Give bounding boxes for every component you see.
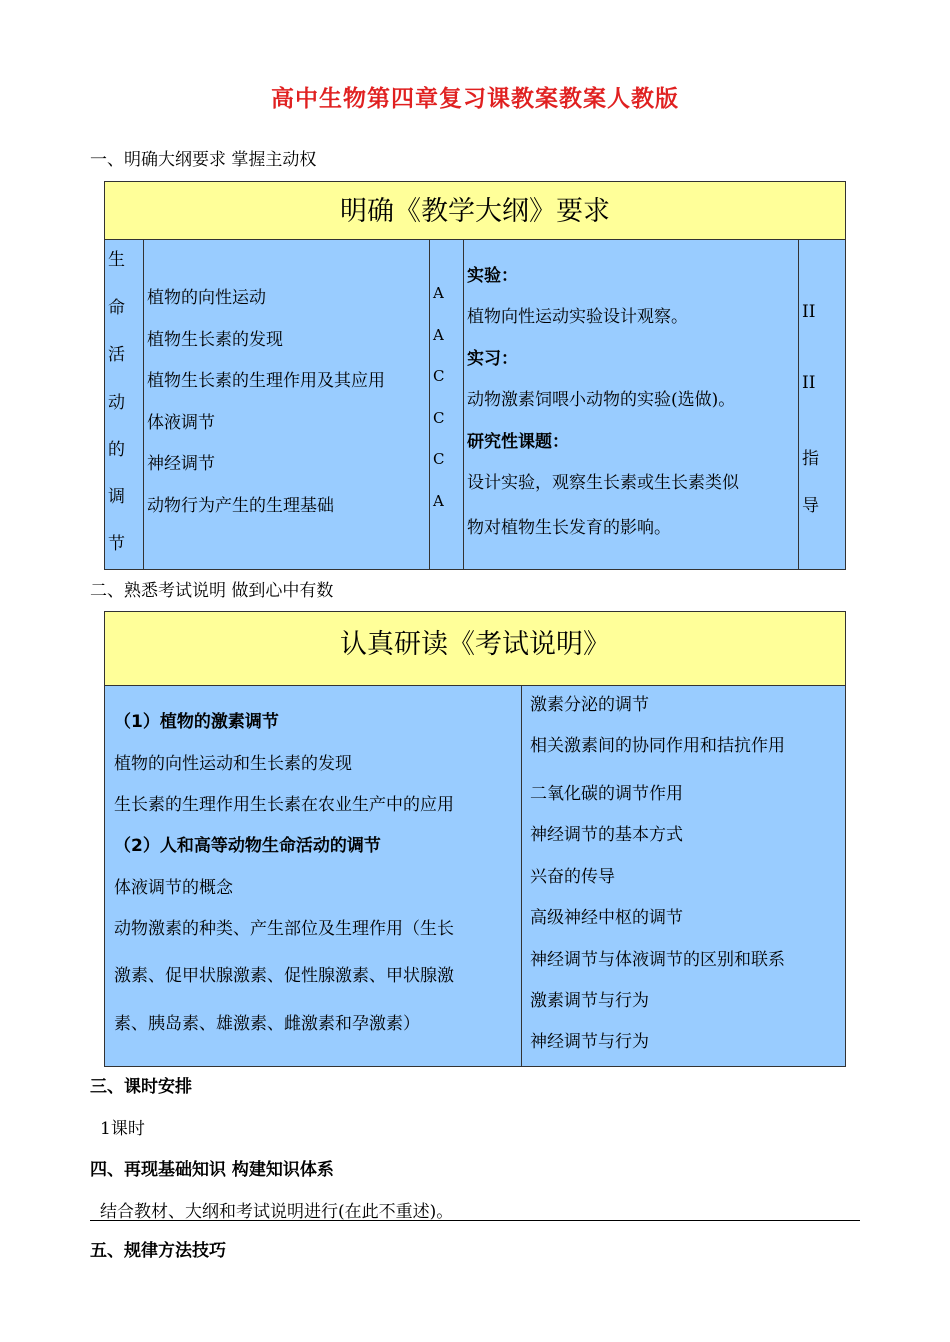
table1-header: 明确《教学大纲》要求 xyxy=(104,181,846,240)
exam-item: 激素、促甲状腺激素、促性腺激素、甲状腺激 xyxy=(114,966,454,986)
vertical-char: 的 xyxy=(108,440,125,460)
section-4-text: 结合教材、大纲和考试说明进行(在此不重述)。 xyxy=(100,1202,454,1222)
vertical-char: 命 xyxy=(108,298,125,318)
vertical-char: 节 xyxy=(108,534,125,554)
vertical-char: 动 xyxy=(108,393,125,413)
section-5-heading: 五、规律方法技巧 xyxy=(90,1241,226,1261)
exam-item: 动物激素的种类、产生部位及生理作用（生长 xyxy=(114,919,454,939)
exam-item: 素、胰岛素、雄激素、雌激素和孕激素） xyxy=(114,1014,420,1034)
vertical-char: 调 xyxy=(108,487,125,507)
level-item: C xyxy=(433,367,445,385)
vertical-char: 生 xyxy=(108,250,125,270)
section-3-heading: 三、课时安排 xyxy=(90,1077,192,1097)
horizontal-rule xyxy=(90,1220,860,1221)
level-item: A xyxy=(433,492,444,510)
topic-item: 植物生长素的发现 xyxy=(147,330,283,350)
level-item: C xyxy=(433,450,445,468)
animal-regulation-heading: （2）人和高等动物生命活动的调节 xyxy=(114,836,381,856)
exam-item: 兴奋的传导 xyxy=(530,867,615,887)
guide-item: II xyxy=(802,302,816,322)
practice-text: 动物激素饲喂小动物的实验(选做)。 xyxy=(467,390,736,410)
exam-item: 植物的向性运动和生长素的发现 xyxy=(114,754,352,774)
topic-item: 体液调节 xyxy=(147,413,215,433)
guide-item: 指 xyxy=(802,449,819,469)
exam-item: 神经调节与行为 xyxy=(530,1032,649,1052)
vertical-char: 活 xyxy=(108,345,125,365)
table1-col-guide xyxy=(798,239,846,570)
section-4-heading: 四、再现基础知识 构建知识体系 xyxy=(90,1160,334,1180)
research-label: 研究性课题： xyxy=(467,432,569,452)
exam-item: 二氧化碳的调节作用 xyxy=(530,784,683,804)
topic-item: 植物生长素的生理作用及其应用 xyxy=(147,371,385,391)
research-text: 物对植物生长发育的影响。 xyxy=(467,518,671,538)
exam-item: 激素调节与行为 xyxy=(530,991,649,1011)
experiment-label: 实验： xyxy=(467,266,518,286)
exam-item: 相关激素间的协同作用和拮抗作用 xyxy=(530,736,785,756)
guide-item: II xyxy=(802,373,816,393)
section-2-heading: 二、熟悉考试说明 做到心中有数 xyxy=(90,581,334,601)
experiment-text: 植物向性运动实验设计观察。 xyxy=(467,307,688,327)
exam-item: 激素分泌的调节 xyxy=(530,695,649,715)
research-text: 设计实验，观察生长素或生长素类似 xyxy=(467,473,739,493)
topic-item: 植物的向性运动 xyxy=(147,288,266,308)
practice-label: 实习： xyxy=(467,349,518,369)
exam-item: 高级神经中枢的调节 xyxy=(530,908,683,928)
topic-item: 动物行为产生的生理基础 xyxy=(147,496,334,516)
section-3-text: 1课时 xyxy=(100,1119,145,1139)
plant-hormone-heading: （1）植物的激素调节 xyxy=(114,712,279,732)
exam-item: 神经调节的基本方式 xyxy=(530,825,683,845)
section-1-heading: 一、明确大纲要求 掌握主动权 xyxy=(90,150,317,170)
level-item: A xyxy=(433,284,444,302)
topic-item: 神经调节 xyxy=(147,454,215,474)
level-item: C xyxy=(433,409,445,427)
exam-item: 神经调节与体液调节的区别和联系 xyxy=(530,950,785,970)
exam-item: 生长素的生理作用生长素在农业生产中的应用 xyxy=(114,795,454,815)
level-item: A xyxy=(433,326,444,344)
document-title: 高中生物第四章复习课教案教案人教版 xyxy=(271,86,679,112)
exam-item: 体液调节的概念 xyxy=(114,878,233,898)
table2-header: 认真研读《考试说明》 xyxy=(104,611,846,686)
guide-item: 导 xyxy=(802,496,819,516)
